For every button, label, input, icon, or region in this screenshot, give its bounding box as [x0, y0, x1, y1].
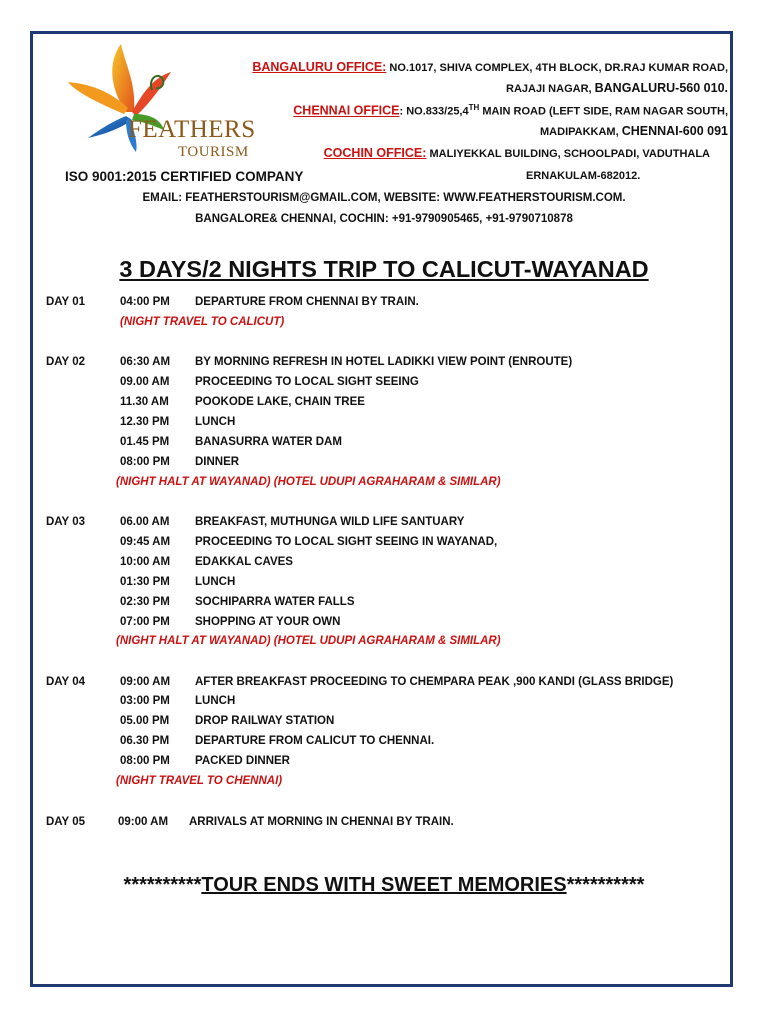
- itinerary-item: [120, 695, 235, 707]
- day-note: (NIGHT TRAVEL TO CALICUT): [120, 316, 285, 328]
- item-text: PROCEEDING TO LOCAL SIGHT SEEING: [195, 376, 419, 388]
- item-text: PROCEEDING TO LOCAL SIGHT SEEING IN WAYANAD,: [195, 536, 498, 548]
- phone-line: BANGALORE& CHENNAI, COCHIN: +91-9790905465, +91-9790710878: [195, 213, 573, 225]
- itinerary-item: [120, 576, 235, 588]
- item-text: LUNCH: [195, 695, 236, 707]
- bangaluru-office-address: NO.1017, SHIVA COMPLEX, 4TH BLOCK, DR.RAJ KUMAR ROAD,: [386, 62, 728, 74]
- itinerary-item: [120, 735, 434, 747]
- item-text: BY MORNING REFRESH IN HOTEL LADIKKI VIEW POINT (ENROUTE): [195, 356, 573, 368]
- item-time: 09:00 AM: [118, 816, 169, 828]
- chennai-office-label: CHENNAI OFFICE: [293, 103, 400, 118]
- item-text: ARRIVALS AT MORNING IN CHENNAI BY TRAIN.: [189, 816, 454, 828]
- itinerary-item: [120, 376, 419, 388]
- bangaluru-office-line: [252, 60, 728, 74]
- day-note: (NIGHT HALT AT WAYANAD) (HOTEL UDUPI AGRAHARAM & SIMILAR): [116, 476, 501, 488]
- item-time: 09:45 AM: [120, 536, 171, 548]
- bangaluru-office-pincode: BANGALURU-560 010.: [594, 81, 728, 95]
- item-text: BREAKFAST, MUTHUNGA WILD LIFE SANTUARY: [195, 516, 465, 528]
- day-label: DAY 05: [46, 816, 86, 828]
- bangaluru-office-label: BANGALURU OFFICE:: [252, 60, 387, 74]
- item-text: LUNCH: [195, 416, 236, 428]
- bangaluru-office-city-line: [506, 81, 728, 95]
- item-time: 10:00 AM: [120, 556, 171, 568]
- chennai-office-city-line: [540, 124, 728, 138]
- cochin-office-address: MALIYEKKAL BUILDING, SCHOOLPADI, VADUTHALA: [426, 148, 710, 160]
- itinerary-item: [120, 556, 293, 568]
- item-time: 06.00 AM: [120, 516, 170, 528]
- item-time: 03:00 PM: [120, 695, 170, 707]
- itinerary-item: [120, 396, 365, 408]
- itinerary-item: [118, 816, 454, 828]
- cochin-office-pincode: ERNAKULAM-682012.: [526, 170, 641, 182]
- page-title: [0, 256, 768, 283]
- day-label: DAY 03: [46, 516, 86, 528]
- item-time: 07:00 PM: [120, 616, 170, 628]
- itinerary-item: [120, 516, 464, 528]
- chennai-office-address-pre: : NO.833/25,4: [399, 105, 469, 118]
- cochin-office-line: [324, 146, 710, 160]
- chennai-office-area: MADIPAKKAM,: [540, 126, 622, 138]
- itinerary-item: [120, 536, 497, 548]
- item-text: EDAKKAL CAVES: [195, 556, 293, 568]
- itinerary-item: [120, 456, 239, 468]
- itinerary-item: [120, 755, 290, 767]
- item-time: 04:00 PM: [120, 296, 170, 308]
- item-time: 05.00 PM: [120, 715, 170, 727]
- tour-ends-text: TOUR ENDS WITH SWEET MEMORIES: [201, 874, 567, 896]
- itinerary-item: [120, 416, 235, 428]
- email-website-line: EMAIL: FEATHERSTOURISM@GMAIL.COM, WEBSITE: WWW.FEATHERSTOURISM.COM.: [142, 192, 626, 204]
- item-text: LUNCH: [195, 576, 236, 588]
- item-time: 08:00 PM: [120, 755, 170, 767]
- item-text: POOKODE LAKE, CHAIN TREE: [195, 396, 365, 408]
- iso-certification: ISO 9001:2015 CERTIFIED COMPANY: [65, 169, 304, 184]
- item-text: AFTER BREAKFAST PROCEEDING TO CHEMPARA PEAK ,900 KANDI (GLASS BRIDGE): [195, 676, 674, 688]
- item-text: DINNER: [195, 456, 240, 468]
- itinerary-item: [120, 715, 334, 727]
- itinerary-item: [120, 436, 342, 448]
- cochin-office-label: COCHIN OFFICE:: [323, 146, 427, 160]
- item-time: 11.30 AM: [120, 396, 169, 408]
- item-text: SHOPPING AT YOUR OWN: [195, 616, 341, 628]
- item-time: 09.00 AM: [120, 376, 170, 388]
- day-label: DAY 01: [46, 296, 86, 308]
- day-label: DAY 02: [46, 356, 86, 368]
- chennai-office-line: [293, 103, 728, 118]
- item-time: 12.30 PM: [120, 416, 170, 428]
- item-text: SOCHIPARRA WATER FALLS: [195, 596, 355, 608]
- item-time: 02:30 PM: [120, 596, 170, 608]
- chennai-office-pincode: CHENNAI-600 091: [621, 124, 728, 138]
- itinerary-item: [120, 296, 419, 308]
- item-text: DROP RAILWAY STATION: [195, 715, 335, 727]
- day-note: (NIGHT HALT AT WAYANAD) (HOTEL UDUPI AGRAHARAM & SIMILAR): [116, 635, 501, 647]
- itinerary-item: [120, 616, 340, 628]
- item-text: BANASURRA WATER DAM: [195, 436, 342, 448]
- bangaluru-office-area: RAJAJI NAGAR,: [506, 83, 595, 95]
- itinerary-item: [120, 676, 673, 688]
- itinerary-item: [120, 356, 572, 368]
- day-note: (NIGHT TRAVEL TO CHENNAI): [116, 775, 283, 787]
- item-time: 06:30 AM: [120, 356, 171, 368]
- item-text: PACKED DINNER: [195, 755, 290, 767]
- page-title-text: 3 DAYS/2 NIGHTS TRIP TO CALICUT-WAYANAD: [119, 256, 649, 282]
- item-time: 01:30 PM: [120, 576, 170, 588]
- item-text: DEPARTURE FROM CHENNAI BY TRAIN.: [195, 296, 419, 308]
- logo-name: FEATHERS: [128, 116, 256, 143]
- logo-subtitle: TOURISM: [178, 144, 249, 160]
- item-time: 01.45 PM: [120, 436, 170, 448]
- item-time: 09:00 AM: [120, 676, 171, 688]
- day-label: DAY 04: [46, 676, 86, 688]
- stars-left: **********: [123, 874, 202, 896]
- item-time: 06.30 PM: [120, 735, 170, 747]
- chennai-office-sup: TH: [468, 103, 480, 112]
- item-time: 08:00 PM: [120, 456, 170, 468]
- item-text: DEPARTURE FROM CALICUT TO CHENNAI.: [195, 735, 435, 747]
- itinerary-item: [120, 596, 355, 608]
- stars-right: **********: [566, 874, 645, 896]
- chennai-office-address: MAIN ROAD (LEFT SIDE, RAM NAGAR SOUTH,: [479, 105, 728, 118]
- tour-ends-banner: [0, 874, 768, 897]
